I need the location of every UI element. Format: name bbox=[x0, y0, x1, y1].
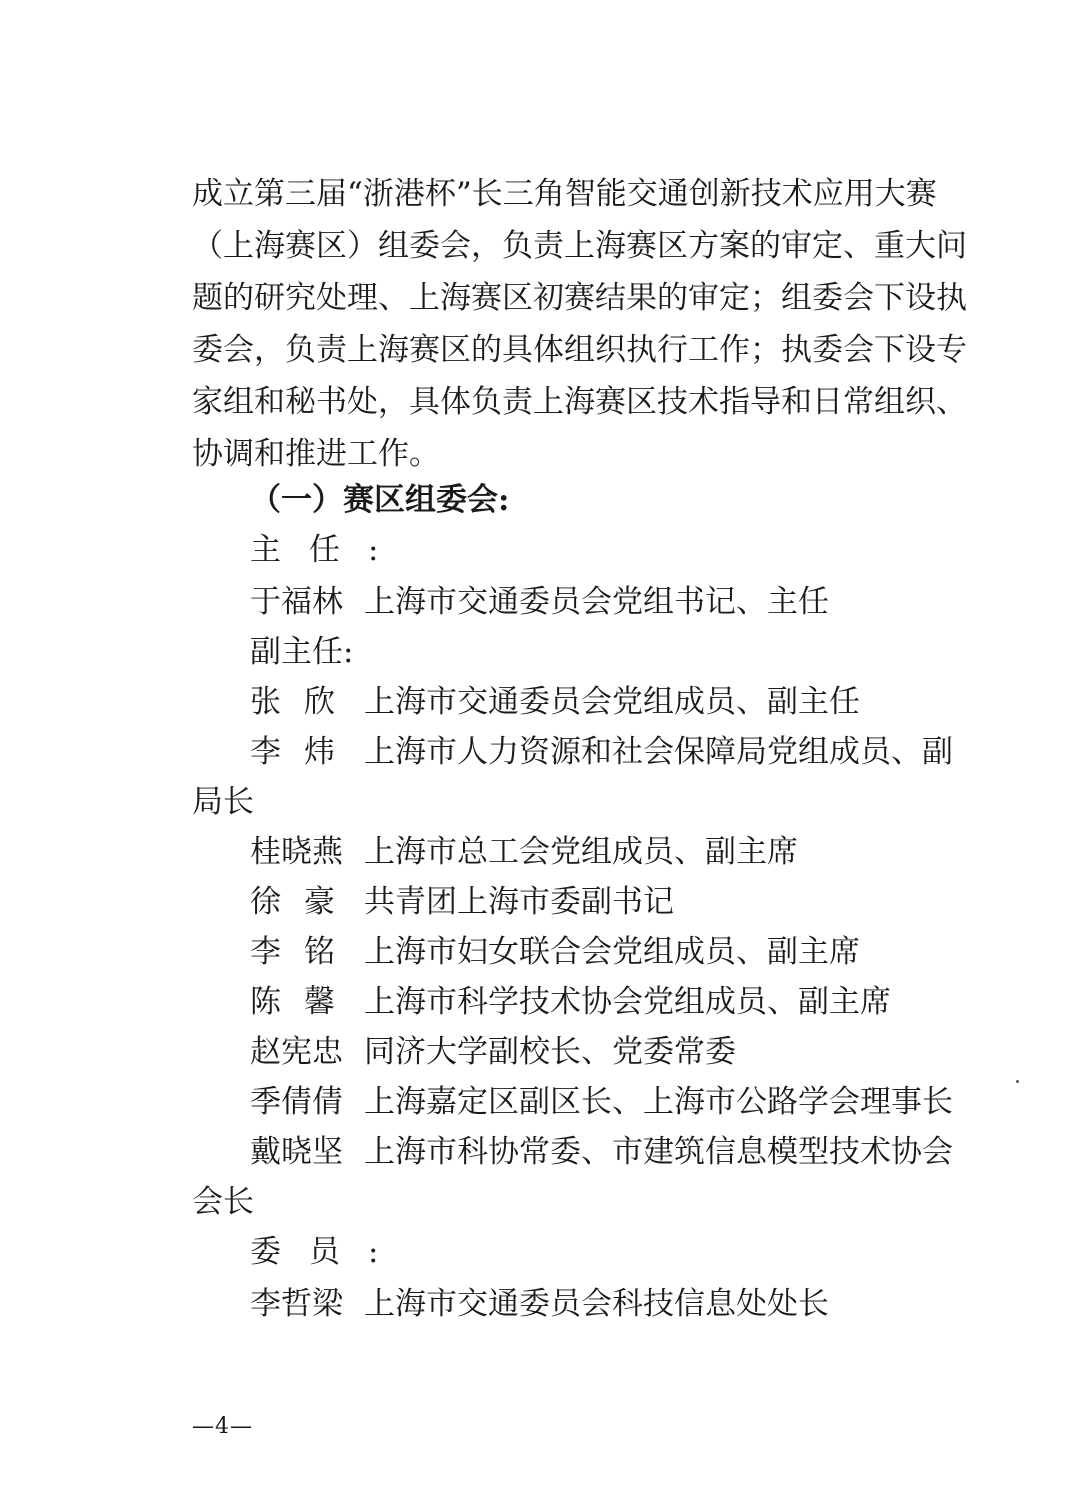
member-row bbox=[250, 726, 953, 778]
member-label: 委员: bbox=[250, 1234, 407, 1270]
intro-line: 委会，负责上海赛区的具体组织执行工作；执委会下设专 bbox=[192, 332, 967, 368]
intro-line: 协调和推进工作。 bbox=[192, 436, 440, 472]
title-continuation: 局长 bbox=[192, 784, 254, 820]
member-row bbox=[250, 926, 912, 978]
member-name: 戴晓坚 bbox=[250, 1134, 343, 1170]
member-title: 上海市科学技术协会党组成员、副主席 bbox=[364, 984, 891, 1020]
member-name: 李炜 bbox=[250, 734, 335, 770]
intro-line: 题的研究处理、上海赛区初赛结果的审定；组委会下设执 bbox=[192, 280, 967, 316]
member-name: 季倩倩 bbox=[250, 1084, 343, 1120]
member-name: 徐豪 bbox=[250, 884, 335, 920]
member-name: 李铭 bbox=[250, 934, 335, 970]
member-title: 上海市科协常委、市建筑信息模型技术协会 bbox=[364, 1134, 953, 1170]
member-name: 于福林 bbox=[250, 584, 343, 620]
member-title: 上海市总工会党组成员、副主席 bbox=[364, 834, 798, 870]
member-title: 同济大学副校长、党委常委 bbox=[364, 1034, 736, 1070]
member-name: 赵宪忠 bbox=[250, 1034, 343, 1070]
page-number: —4— bbox=[192, 1414, 253, 1439]
member-title: 上海市妇女联合会党组成员、副主席 bbox=[364, 934, 860, 970]
member-row bbox=[250, 576, 912, 628]
member-row bbox=[250, 1126, 953, 1178]
member-name: 陈馨 bbox=[250, 984, 335, 1020]
intro-line: （上海赛区）组委会，负责上海赛区方案的审定、重大问 bbox=[192, 228, 967, 264]
member-title: 上海市交通委员会党组成员、副主任 bbox=[364, 684, 860, 720]
member-row bbox=[250, 826, 912, 878]
member-title: 上海市交通委员会科技信息处处长 bbox=[364, 1286, 829, 1322]
member-row bbox=[250, 1026, 912, 1078]
member-name: 张欣 bbox=[250, 684, 335, 720]
deputy-label: 副主任: bbox=[250, 634, 354, 670]
member-title: 上海市交通委员会党组书记、主任 bbox=[364, 584, 829, 620]
member-title: 上海嘉定区副区长、上海市公路学会理事长 bbox=[364, 1084, 953, 1120]
member-row bbox=[250, 676, 912, 728]
member-name: 李哲梁 bbox=[250, 1286, 343, 1322]
director-label: 主任: bbox=[250, 532, 407, 568]
member-row bbox=[250, 976, 912, 1028]
scan-speck bbox=[1016, 1080, 1019, 1083]
member-row bbox=[250, 1076, 953, 1128]
member-row bbox=[250, 876, 912, 928]
member-row bbox=[250, 1278, 912, 1330]
member-name: 桂晓燕 bbox=[250, 834, 343, 870]
title-continuation: 会长 bbox=[192, 1184, 254, 1220]
intro-line: 成立第三届“浙港杯”长三角智能交通创新技术应用大赛 bbox=[192, 176, 937, 212]
member-title: 上海市人力资源和社会保障局党组成员、副 bbox=[364, 734, 953, 770]
member-title: 共青团上海市委副书记 bbox=[364, 884, 674, 920]
section-heading: （一）赛区组委会: bbox=[250, 482, 510, 518]
intro-paragraph bbox=[192, 168, 967, 480]
intro-line: 家组和秘书处，具体负责上海赛区技术指导和日常组织、 bbox=[192, 384, 967, 420]
